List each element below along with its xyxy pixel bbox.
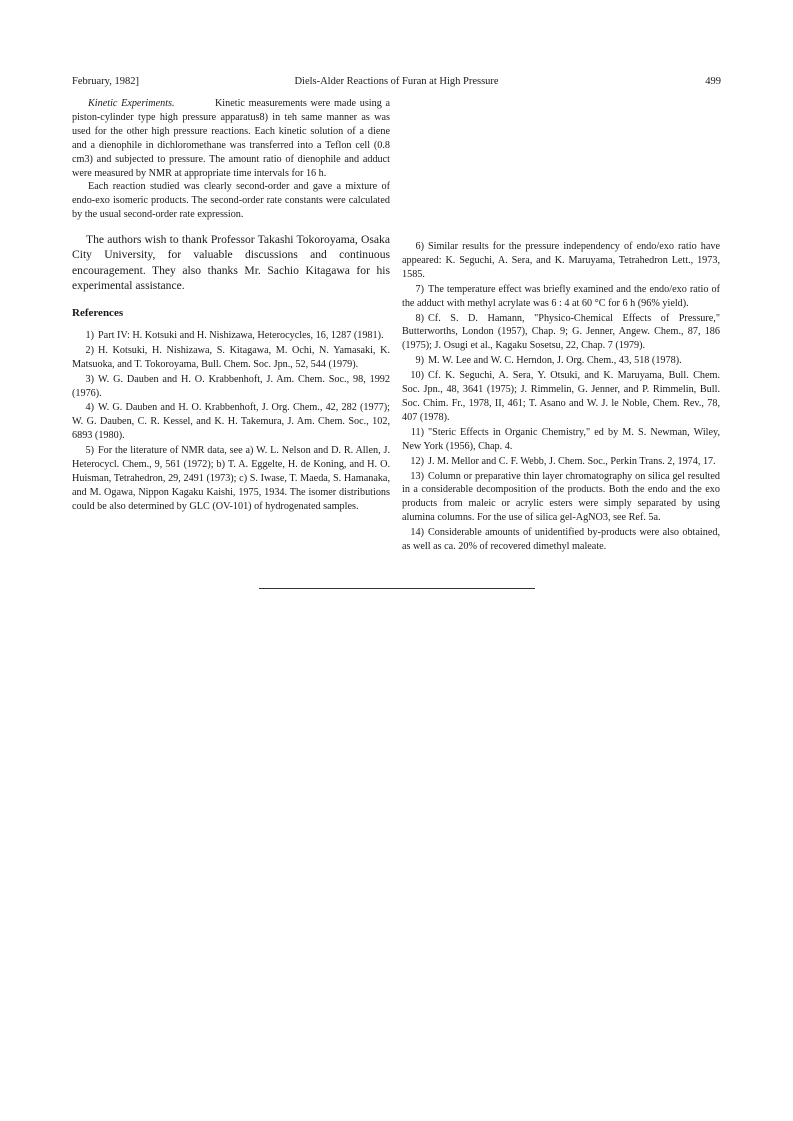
kinetic-experiments-paragraph [72,97,390,180]
kinetic-heading: Kinetic Experiments. [88,98,175,109]
reference-7: 7) The temperature effect was briefly examined and the endo/exo ratio of the adduct with methyl acrylate was 6 : 4 at 60 °C for 6 h (96% yield). [402,283,720,309]
end-rule [259,588,535,589]
reference-9: 9) M. W. Lee and W. C. Herndon, J. Org. Chem., 43, 518 (1978). [415,355,682,367]
reference-12: 12) J. M. Mellor and C. F. Webb, J. Chem. Soc., Perkin Trans. 2, 1974, 17. [410,455,716,467]
reference-5: 5) For the literature of NMR data, see a) W. L. Nelson and D. R. Allen, J. Heterocycl. Chem., 9, 561 (1972); b) T. A. Eggelte, H. de Koning, and H. O. Huisman, Tetrahedron, 29, 2491 (1973); c) S. Iwase, T. Maeda, S. Hamanaka, and M. Ogawa, Nippon Kagaku Kaishi, 1975, 1934. The isomer distributions could be also determined by GLC (OV-101) of hydrogenated samples. [72,445,390,512]
right-column [402,240,720,555]
reference-6: 6) Similar results for the pressure independency of endo/exo ratio have appeared: K. Seguchi, A. Sera, and K. Maruyama, Tetrahedron Lett., 1973, 1585. [402,241,720,280]
reference-2: 2) H. Kotsuki, H. Nishizawa, S. Kitagawa, M. Ochi, N. Yamasaki, K. Matsuoka, and T. Tokoroyama, Bull. Chem. Soc. Jpn., 52, 544 (1979). [72,344,390,370]
reference-11: 11) "Steric Effects in Organic Chemistry," ed by M. S. Newman, Wiley, New York (1956), Chap. 4. [402,426,720,452]
reference-8: 8) Cf. S. D. Hamann, "Physico-Chemical Effects of Pressure," Butterworths, London (1957), Chap. 9; G. Jenner, Angew. Chem., 87, 186 (1975); J. Osugi et al., Kagaku Sosetsu, 22, Chap. 7 (1979). [402,312,720,352]
reference-10: 10) Cf. K. Seguchi, A. Sera, Y. Otsuki, and K. Maruyama, Bull. Chem. Soc. Jpn., 48, 3641 (1975); J. Rimmelin, G. Jenner, and P. Rimmelin, Bull. Soc. Chim. Fr., 1978, II, 461; T. Asano and W. J. le Noble, Chem. Rev., 78, 407 (1978). [402,370,720,423]
references-heading: References [72,306,124,319]
kinetic-text-1: Kinetic measurements were made using a piston-cylinder type high pressure apparatus8) in teh same manner as was used for the other high pressure reactions. Each kinetic solution of a diene and a dienophile in dichloromethane was transferred into a Teflon cell (0.8 cm3) and subjected to pressure. The amount ratio of dienophile and adduct were measured by NMR at appropriate time intervals for 16 h. [72,98,390,179]
header-title: Diels-Alder Reactions of Furan at High Pressure [294,76,499,87]
reference-13: 13) Column or preparative thin layer chromatography on silica gel resulted in a considerable decomposition of the products. Both the endo and the exo products from maleic or acrylic esters were simply separated by using alumina columns. For the use of silica gel-AgNO3, see Ref. 5a. [402,470,720,524]
header-date: February, 1982] [72,76,139,87]
reference-4: 4) W. G. Dauben and H. O. Krabbenhoft, J. Org. Chem., 42, 282 (1977); W. G. Dauben, C. R. Kessel, and K. H. Takemura, J. Am. Chem. Soc., 102, 6893 (1980). [72,402,390,442]
reference-1: 1) Part IV: H. Kotsuki and H. Nishizawa, Heterocycles, 16, 1287 (1981). [85,329,384,341]
running-header [72,74,721,90]
reference-14: 14) Considerable amounts of unidentified by-products were also obtained, as well as ca. 20% of recovered dimethyl maleate. [402,527,720,553]
reference-3: 3) W. G. Dauben and H. O. Krabbenhoft, J. Am. Chem. Soc., 98, 1992 (1976). [72,373,390,399]
page-number: 499 [705,76,721,87]
acknowledgement: The authors wish to thank Professor Takashi Tokoroyama, Osaka City University, for valuable discussions and continuous encouragement. They also thanks Mr. Sachio Kitagawa for his experimental assistance. [72,233,390,292]
kinetic-text-2: Each reaction studied was clearly second-order and gave a mixture of endo-exo isomeric products. The second-order rate constants were calculated by the usual second-order rate expression. [72,181,390,221]
left-column [72,97,390,515]
